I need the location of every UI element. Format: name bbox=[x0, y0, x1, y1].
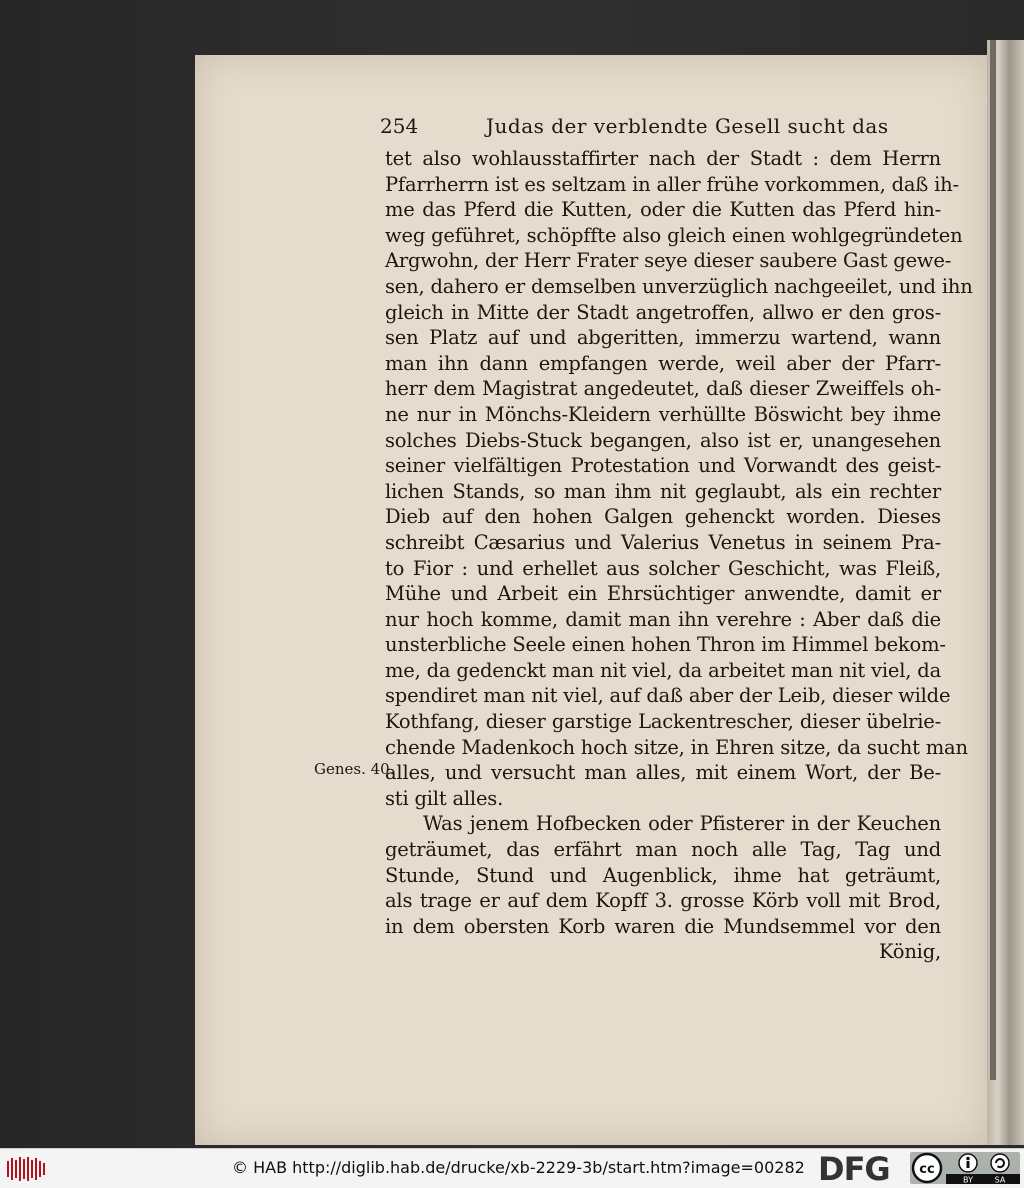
text-line: sen Platz auf und abgeritten, immerzu wartend, wann bbox=[385, 326, 941, 350]
margin-note: Genes. 40. bbox=[314, 760, 395, 778]
svg-text:DFG: DFG bbox=[818, 1153, 890, 1185]
dfg-logo bbox=[818, 1153, 906, 1185]
hab-library-logo bbox=[6, 1156, 48, 1182]
text-line: solches Diebs-Stuck begangen, also ist er, unangesehen bbox=[385, 428, 941, 452]
text-line: gleich in Mitte der Stadt angetroffen, allwo er den gros- bbox=[385, 300, 941, 324]
body-text bbox=[385, 146, 973, 965]
text-line: man ihn dann empfangen werde, weil aber der Pfarr- bbox=[385, 351, 941, 375]
text-line: geträumet, das erfährt man noch alle Tag, Tag und bbox=[385, 838, 941, 862]
text-line: weg geführet, schöpffte also gleich einen wohlgegründeten bbox=[385, 223, 963, 247]
viewer-footer bbox=[0, 1148, 1024, 1188]
text-line: me das Pferd die Kutten, oder die Kutten das Pferd hin- bbox=[385, 198, 941, 222]
text-line: lichen Stands, so man ihm nit geglaubt, als ein rechter bbox=[385, 479, 941, 503]
text-line: unsterbliche Seele einen hohen Thron im Himmel bekom- bbox=[385, 633, 946, 657]
text-line: Argwohn, der Herr Frater seye dieser saubere Gast gewe- bbox=[385, 249, 952, 273]
text-line: Pfarrherrn ist es seltzam in aller frühe vorkommen, daß ih- bbox=[385, 172, 959, 196]
page-number: 254 bbox=[380, 114, 419, 138]
svg-text:SA: SA bbox=[994, 1175, 1006, 1184]
svg-text:BY: BY bbox=[963, 1175, 973, 1184]
text-line: ne nur in Mönchs-Kleidern verhüllte Böswicht bey ihme bbox=[385, 402, 941, 426]
text-line: Dieb auf den hohen Galgen gehenckt worden. Dieses bbox=[385, 505, 941, 529]
text-line: als trage er auf dem Kopff 3. grosse Körb voll mit Brod, bbox=[385, 889, 941, 913]
text-line: herr dem Magistrat angedeutet, daß dieser Zweiffels oh- bbox=[385, 377, 941, 401]
text-line: nur hoch komme, damit man ihn verehre : Aber daß die bbox=[385, 607, 941, 631]
book-gutter-shadow bbox=[990, 40, 996, 1080]
text-line: sen, dahero er demselben unverzüglich nachgeeilet, und ihn bbox=[385, 274, 973, 298]
text-line: in dem obersten Korb waren die Mundsemmel vor den bbox=[385, 914, 941, 938]
text-line-paragraph-start: Was jenem Hofbecken oder Pfisterer in der Keuchen bbox=[423, 812, 941, 836]
text-line: alles, und versucht man alles, mit einem Wort, der Be- bbox=[385, 761, 941, 785]
creative-commons-by-sa-badge[interactable] bbox=[910, 1152, 1020, 1184]
text-line: Stunde, Stund und Augenblick, ihme hat geträumt, bbox=[385, 863, 941, 887]
text-line: sti gilt alles. bbox=[385, 786, 504, 810]
copyright-link[interactable]: © HAB http://diglib.hab.de/drucke/xb-2229-3b/start.htm?image=00282 bbox=[232, 1158, 805, 1177]
svg-text:cc: cc bbox=[919, 1162, 935, 1177]
page-header bbox=[380, 112, 940, 142]
text-line: schreibt Cæsarius und Valerius Venetus in seinem Pra- bbox=[385, 530, 941, 554]
catchword: König, bbox=[878, 940, 941, 964]
text-line: Mühe und Arbeit ein Ehrsüchtiger anwendte, damit er bbox=[385, 582, 941, 606]
text-line: me, da gedenckt man nit viel, da arbeitet man nit viel, da bbox=[385, 658, 941, 682]
text-line: chende Madenkoch hoch sitze, in Ehren sitze, da sucht man bbox=[385, 735, 968, 759]
text-line: seiner vielfältigen Protestation und Vorwandt des geist- bbox=[385, 454, 941, 478]
text-line: Kothfang, dieser garstige Lackentrescher, dieser übelrie- bbox=[385, 710, 941, 734]
running-title: Judas der verblendte Gesell sucht das bbox=[486, 114, 889, 138]
text-line: tet also wohlausstaffirter nach der Stadt : dem Herrn bbox=[385, 147, 941, 170]
text-line: to Fior : und erhellet aus solcher Geschicht, was Fleiß, bbox=[385, 556, 941, 580]
text-line: spendiret man nit viel, auf daß aber der Leib, dieser wilde bbox=[385, 684, 951, 708]
